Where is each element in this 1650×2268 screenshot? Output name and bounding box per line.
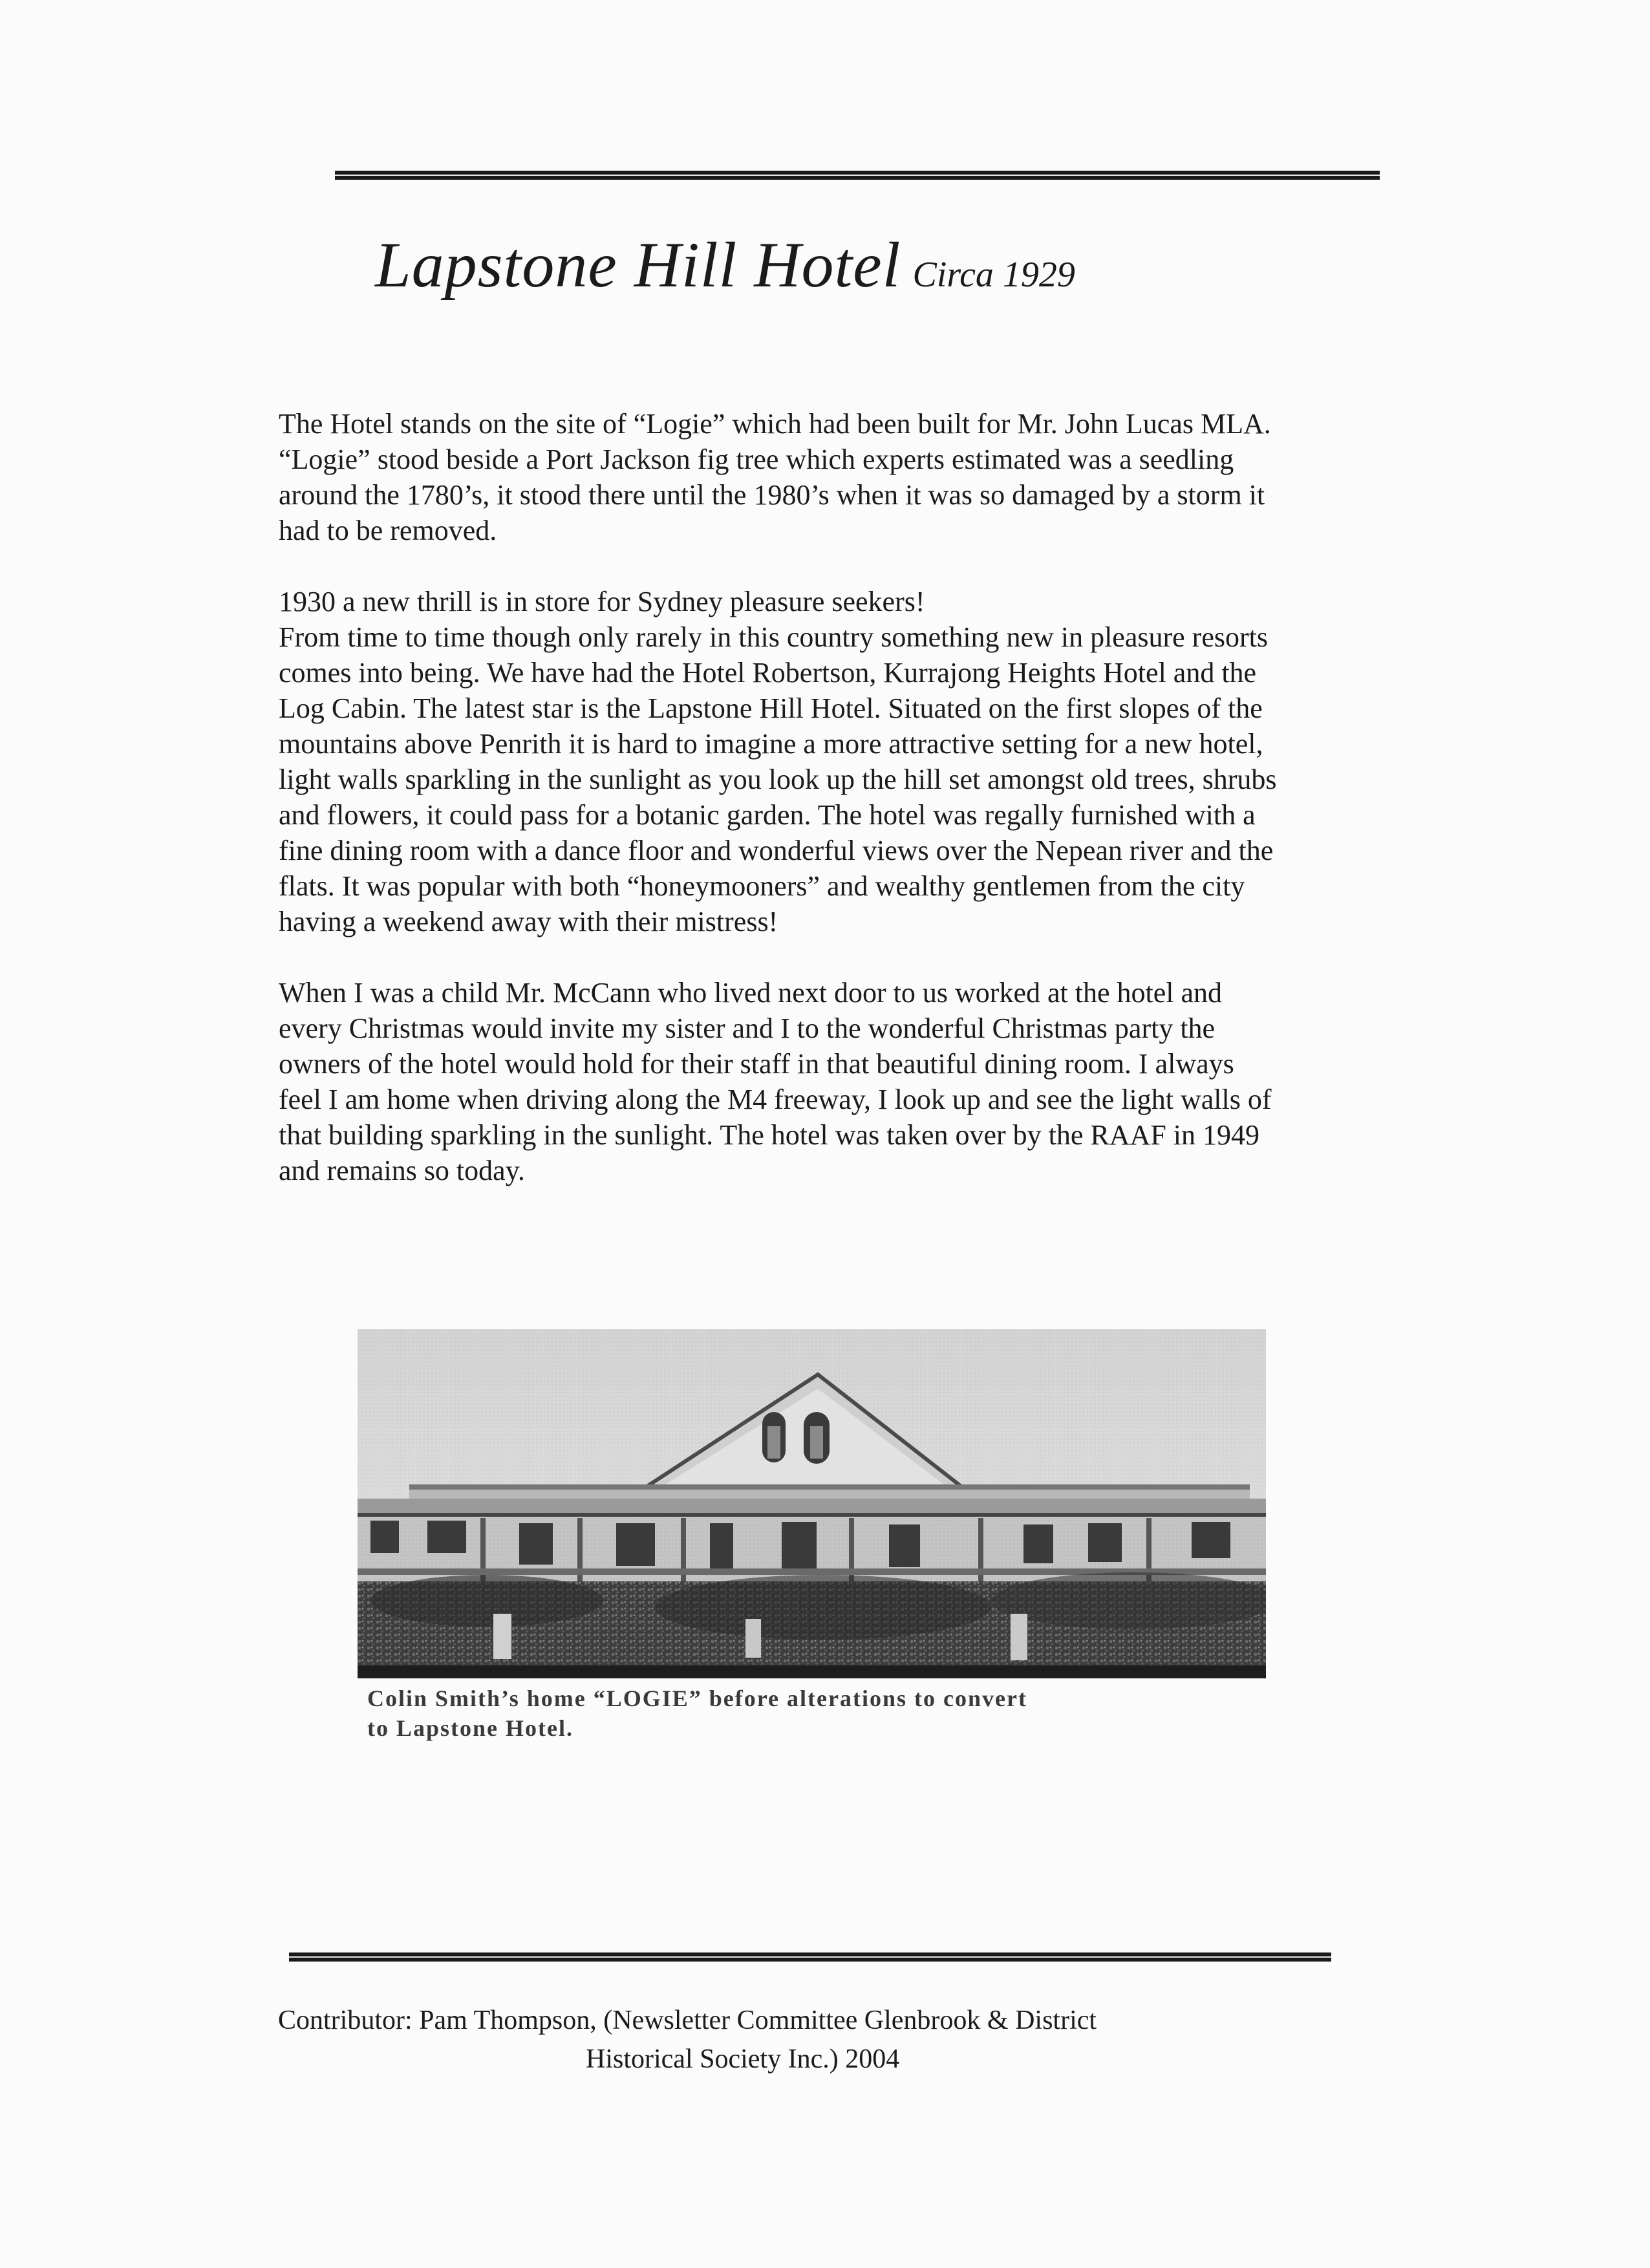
paragraph-line: fine dining room with a dance floor and wonderful views over the Nepean river and the bbox=[279, 835, 1274, 866]
paragraph-line: having a weekend away with their mistress! bbox=[279, 906, 778, 937]
paragraph-line: and remains so today. bbox=[279, 1155, 525, 1186]
title-circa: Circa 1929 bbox=[912, 255, 1075, 295]
page-title bbox=[375, 228, 1293, 302]
paragraph-3 bbox=[279, 975, 1423, 1188]
paragraph-line: around the 1780’s, it stood there until the 1980’s when it was so damaged by a storm it bbox=[279, 479, 1265, 511]
paragraph-line: owners of the hotel would hold for their staff in that beautiful dining room. I always bbox=[279, 1048, 1234, 1080]
paragraph-line: 1930 a new thrill is in store for Sydney pleasure seekers! bbox=[279, 586, 925, 617]
contributor-line: Historical Society Inc.) 2004 bbox=[586, 2044, 900, 2074]
paragraph-line: “Logie” stood beside a Port Jackson fig tree which experts estimated was a seedling bbox=[279, 444, 1234, 475]
paragraph-1 bbox=[279, 406, 1423, 548]
paragraph-line: Log Cabin. The latest star is the Lapstone Hill Hotel. Situated on the first slopes of the bbox=[279, 692, 1263, 724]
paragraph-line: The Hotel stands on the site of “Logie” which had been built for Mr. John Lucas MLA. bbox=[279, 408, 1271, 440]
paragraph-line: every Christmas would invite my sister and I to the wonderful Christmas party the bbox=[279, 1012, 1216, 1044]
paragraph-line: that building sparkling in the sunlight. The hotel was taken over by the RAAF in 1949 bbox=[279, 1119, 1260, 1151]
contributor-credit bbox=[278, 2001, 1377, 2079]
paragraph-line: flats. It was popular with both “honeymooners” and wealthy gentlemen from the city bbox=[279, 870, 1245, 902]
photo-caption bbox=[367, 1684, 1311, 1743]
article-body bbox=[279, 406, 1423, 1224]
top-divider bbox=[335, 171, 1380, 180]
bottom-divider bbox=[289, 1952, 1331, 1962]
hotel-photo bbox=[358, 1329, 1266, 1678]
paragraph-line: feel I am home when driving along the M4 freeway, I look up and see the light walls of bbox=[279, 1084, 1272, 1115]
paragraph-line: had to be removed. bbox=[279, 515, 497, 546]
paragraph-line: comes into being. We have had the Hotel Robertson, Kurrajong Heights Hotel and the bbox=[279, 657, 1257, 689]
title-main: Lapstone Hill Hotel bbox=[375, 229, 901, 301]
caption-line: to Lapstone Hotel. bbox=[367, 1715, 573, 1741]
paragraph-line: and flowers, it could pass for a botanic garden. The hotel was regally furnished with a bbox=[279, 799, 1256, 831]
paragraph-2 bbox=[279, 584, 1423, 939]
contributor-line: Contributor: Pam Thompson, (Newsletter Committee Glenbrook & District bbox=[278, 2006, 1097, 2035]
paragraph-line: light walls sparkling in the sunlight as you look up the hill set amongst old trees, shrubs bbox=[279, 764, 1277, 795]
caption-line: Colin Smith’s home “LOGIE” before alterations to convert bbox=[367, 1685, 1027, 1711]
paragraph-line: mountains above Penrith it is hard to imagine a more attractive setting for a new hotel, bbox=[279, 728, 1263, 760]
paragraph-line: From time to time though only rarely in this country something new in pleasure resorts bbox=[279, 621, 1268, 653]
paragraph-line: When I was a child Mr. McCann who lived next door to us worked at the hotel and bbox=[279, 977, 1223, 1009]
